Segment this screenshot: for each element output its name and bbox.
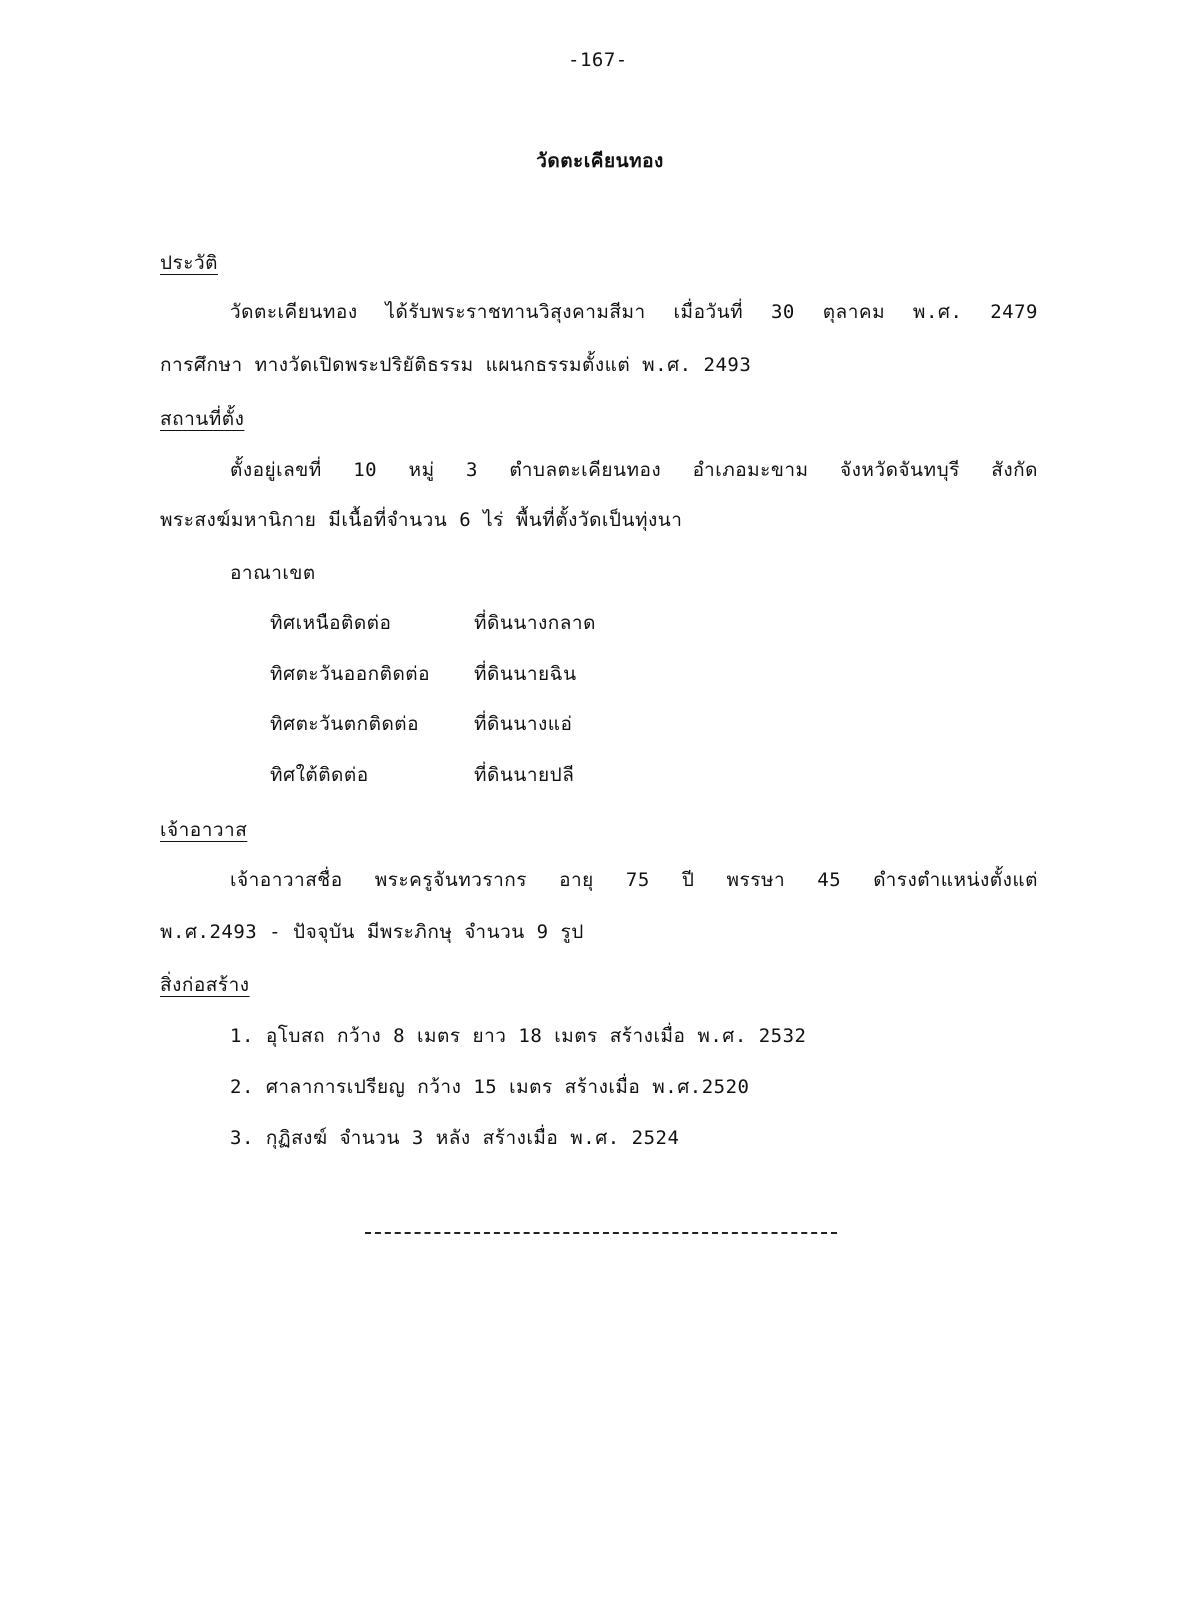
boundary-owner: ที่ดินนายปลี [474,764,575,786]
location-heading: สถานที่ตั้ง [160,408,245,430]
boundary-direction: ทิศใต้ติดต่อ [270,764,369,786]
boundary-row-north [270,610,870,636]
boundary-owner: ที่ดินนางกลาด [474,612,596,634]
boundary-direction: ทิศตะวันตกติดต่อ [270,713,420,735]
boundary-direction: ทิศตะวันออกติดต่อ [270,663,431,685]
buildings-heading: สิ่งก่อสร้าง [160,974,250,996]
boundary-direction: ทิศเหนือติดต่อ [270,612,392,634]
dashed-divider [365,1232,837,1234]
history-paragraph-line-1: วัดตะเคียนทอง ได้รับพระราชทานวิสุงคามสีมา เมื่อวันที่ 30 ตุลาคม พ.ศ. 2479 [230,301,1038,323]
building-item-3: 3. กุฏิสงฆ์ จำนวน 3 หลัง สร้างเมื่อ พ.ศ. 2524 [230,1127,680,1149]
boundary-owner: ที่ดินนางแอ่ [474,713,573,735]
abbot-heading: เจ้าอาวาส [160,819,248,841]
page-title: วัดตะเคียนทอง [536,150,664,172]
boundary-row-east [270,661,870,687]
location-paragraph-line-2: พระสงฆ์มหานิกาย มีเนื้อที่จำนวน 6 ไร่ พื้นที่ตั้งวัดเป็นทุ่งนา [160,509,683,531]
history-paragraph-line-2: การศึกษา ทางวัดเปิดพระปริยัติธรรม แผนกธรรมตั้งแต่ พ.ศ. 2493 [160,354,752,376]
location-paragraph-line-1: ตั้งอยู่เลขที่ 10 หมู่ 3 ตำบลตะเคียนทอง อำเภอมะขาม จังหวัดจันทบุรี สังกัด [230,459,1038,481]
boundary-row-west [270,711,870,737]
boundary-label: อาณาเขต [230,562,316,584]
boundary-owner: ที่ดินนายฉิน [474,663,577,685]
abbot-paragraph-line-1: เจ้าอาวาสชื่อ พระครูจันทวรากร อายุ 75 ปี พรรษา 45 ดำรงตำแหน่งตั้งแต่ [230,869,1038,891]
building-item-1: 1. อุโบสถ กว้าง 8 เมตร ยาว 18 เมตร สร้างเมื่อ พ.ศ. 2532 [230,1025,807,1047]
page-number: -167- [568,49,628,71]
boundary-row-south [270,762,870,788]
history-heading: ประวัติ [160,252,218,274]
abbot-paragraph-line-2: พ.ศ.2493 - ปัจจุบัน มีพระภิกษุ จำนวน 9 รูป [160,921,584,943]
building-item-2: 2. ศาลาการเปรียญ กว้าง 15 เมตร สร้างเมื่อ พ.ศ.2520 [230,1076,750,1098]
